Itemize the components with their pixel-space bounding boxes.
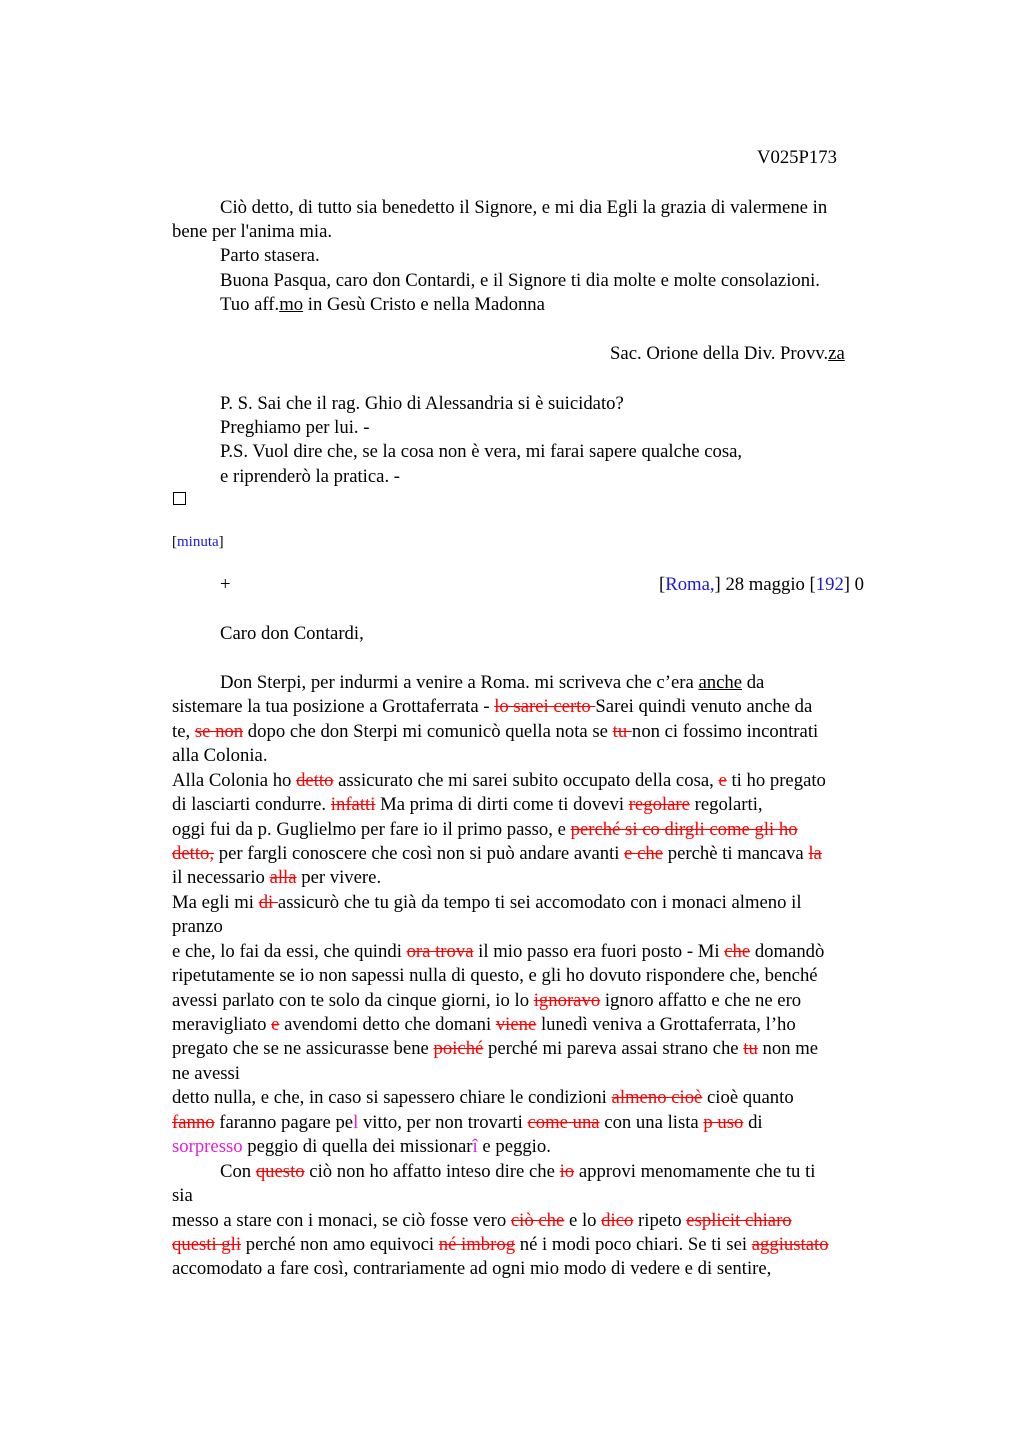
- body-line: detto nulla, e che, in caso si sapessero chiare le condizioni almeno cioè cioè quanto: [172, 1087, 794, 1108]
- body-line: Ma egli mi di assicurò che tu già da tempo ti sei accomodato con i monaci almeno il: [172, 892, 802, 913]
- cross-symbol: +: [220, 574, 231, 595]
- page-id: V025P173: [757, 147, 837, 168]
- body-line: Don Sterpi, per indurmi a venire a Roma. mi scriveva che c’era anche da: [220, 672, 765, 693]
- body-line: sistemare la tua posizione a Grottaferrata - lo sarei certo Sarei quindi venuto anche da: [172, 696, 813, 717]
- section-marker-box: [173, 492, 186, 505]
- body-line: il necessario alla per vivere.: [172, 867, 382, 888]
- body-line: ripetutamente se io non sapessi nulla di questo, e gli ho dovuto rispondere che, benché: [172, 965, 818, 986]
- postscript-line: P.S. Vuol dire che, se la cosa non è vera, mi farai sapere qualche cosa,: [220, 441, 743, 462]
- body-line: sia: [172, 1185, 193, 1206]
- postscript-line: Preghiamo per lui. -: [220, 417, 370, 438]
- dateline: [Roma,] 28 maggio [192] 0: [659, 574, 865, 595]
- body-line: avessi parlato con te solo da cinque giorni, io lo ignoravo ignoro affatto e che ne ero: [172, 990, 802, 1011]
- body-line: meravigliato e avendomi detto che domani viene lunedì veniva a Grottaferrata, l’ho: [172, 1014, 796, 1035]
- body-line: di lasciarti condurre. infatti Ma prima di dirti come ti dovevi regolare regolarti,: [172, 794, 763, 815]
- body-line: pranzo: [172, 916, 223, 937]
- body-line: accomodato a fare così, contrariamente ad ogni mio modo di vedere e di sentire,: [172, 1258, 772, 1279]
- body-line: alla Colonia.: [172, 745, 268, 766]
- paragraph-line: Parto stasera.: [220, 245, 320, 266]
- paragraph-line: Buona Pasqua, caro don Contardi, e il Signore ti dia molte e molte consolazioni.: [220, 270, 820, 291]
- body-line: detto, per fargli conoscere che così non si può andare avanti e che perchè ti mancava la: [172, 843, 822, 864]
- paragraph-line: Ciò detto, di tutto sia benedetto il Signore, e mi dia Egli la grazia di valermene in: [220, 197, 828, 218]
- postscript-line: P. S. Sai che il rag. Ghio di Alessandria si è suicidato?: [220, 393, 624, 414]
- closing-line: Tuo aff.mo in Gesù Cristo e nella Madonna: [220, 294, 545, 315]
- body-line: e che, lo fai da essi, che quindi ora trova il mio passo era fuori posto - Mi che domandò: [172, 941, 825, 962]
- body-line: Alla Colonia ho detto assicurato che mi sarei subito occupato della cosa, e ti ho pregato: [172, 770, 826, 791]
- paragraph-line: bene per l'anima mia.: [172, 221, 333, 242]
- postscript-line: e riprenderò la pratica. -: [220, 466, 401, 487]
- body-line: ne avessi: [172, 1063, 240, 1084]
- body-line: oggi fui da p. Guglielmo per fare io il primo passo, e perché si co dirgli come gli ho: [172, 819, 798, 840]
- body-line: te, se non dopo che don Sterpi mi comunicò quella nota se tu non ci fossimo incontrati: [172, 721, 819, 742]
- minuta-label: [minuta]: [172, 534, 224, 550]
- body-line: pregato che se ne assicurasse bene poiché perché mi pareva assai strano che tu non me: [172, 1038, 819, 1059]
- body-line: messo a stare con i monaci, se ciò fosse vero ciò che e lo dico ripeto esplicit chiaro: [172, 1210, 792, 1231]
- body-line: Con questo ciò non ho affatto inteso dire che io approvi menomamente che tu ti: [220, 1161, 816, 1182]
- body-line: questi gli perché non amo equivoci né imbrog né i modi poco chiari. Se ti sei aggiustato: [172, 1234, 829, 1255]
- body-line: fanno faranno pagare pel vitto, per non trovarti come una con una lista p uso di: [172, 1112, 763, 1133]
- body-line: sorpresso peggio di quella dei missionarî e peggio.: [172, 1136, 551, 1157]
- signature: Sac. Orione della Div. Provv.za: [610, 343, 845, 364]
- salutation: Caro don Contardi,: [220, 623, 364, 644]
